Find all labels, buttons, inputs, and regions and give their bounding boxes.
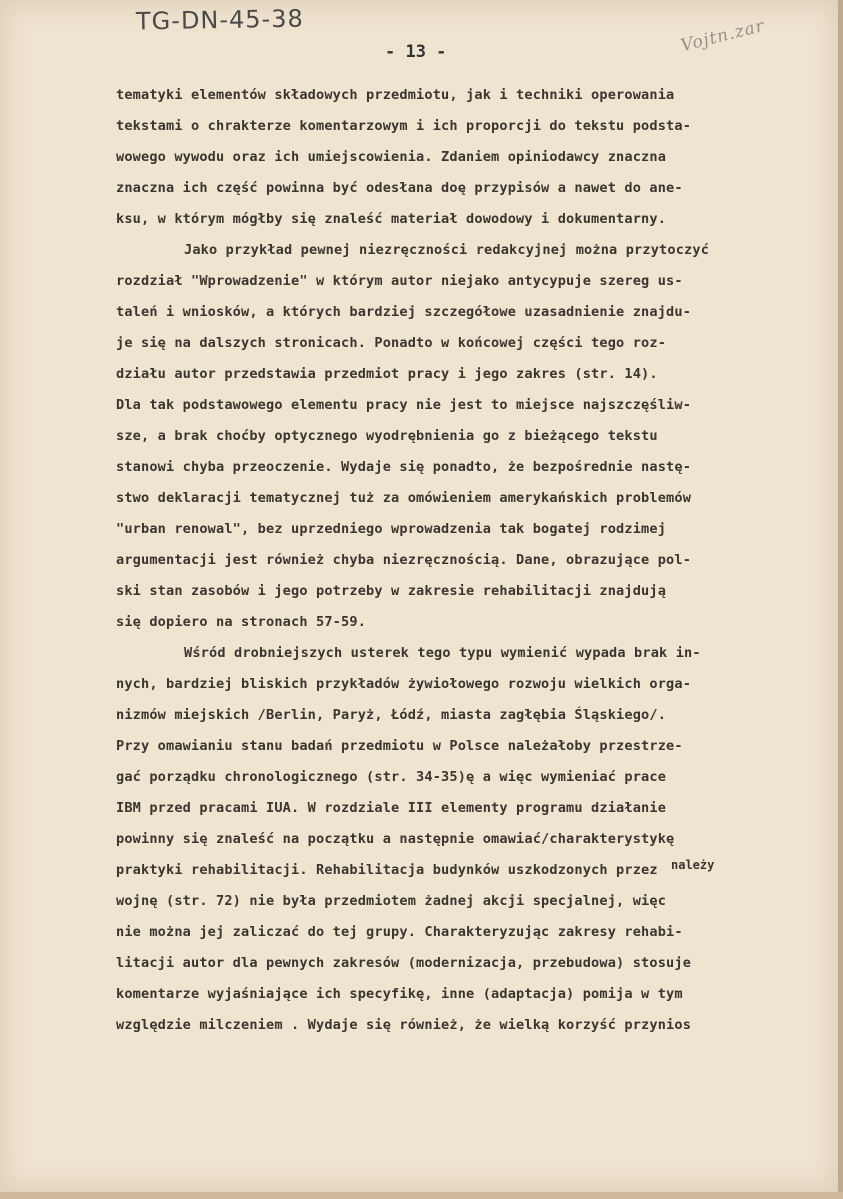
text-line: ksu, w którym mógłby się znaleść materiał dowodowy i dokumentarny. (116, 211, 667, 227)
text-line: względzie milczeniem . Wydaje się również, że wielką korzyść przynios (116, 1017, 692, 1033)
typed-body-text (116, 80, 836, 1041)
handwritten-signature: Vojtn.zar (678, 15, 767, 57)
text-line: Wśród drobniejszych usterek tego typu wymienić wypada brak in- (184, 645, 701, 661)
text-line: powinny się znaleść na początku a następnie omawiać/charakterystykę (116, 831, 675, 847)
reference-code: TG-DN-45-38 (135, 4, 304, 36)
page-edge-bottom (0, 1192, 843, 1199)
text-line: nizmów miejskich /Berlin, Paryż, Łódź, miasta zagłębia Śląskiego/. (116, 707, 667, 723)
text-line: je się na dalszych stronicach. Ponadto w końcowej części tego roz- (116, 335, 667, 351)
text-line: ski stan zasobów i jego potrzeby w zakresie rehabilitacji znajdują (116, 583, 667, 599)
text-line: się dopiero na stronach 57-59. (116, 614, 367, 630)
text-line: wowego wywodu oraz ich umiejscowienia. Zdaniem opiniodawcy znaczna (116, 149, 667, 165)
text-line: znaczna ich część powinna być odesłana doę przypisów a nawet do ane- (116, 180, 683, 196)
page-edge-right (838, 0, 843, 1199)
text-line: nie można jej zaliczać do tej grupy. Charakteryzując zakresy rehabi- (116, 924, 683, 940)
text-line: tekstami o chrakterze komentarzowym i ich proporcji do tekstu podsta- (116, 118, 692, 134)
text-line: Jako przykład pewnej niezręczności redakcyjnej można przytoczyć (184, 242, 710, 258)
text-line: stwo deklaracji tematycznej tuż za omówieniem amerykańskich problemów (116, 490, 692, 506)
text-line: Dla tak podstawowego elementu pracy nie jest to miejsce najszczęśliw- (116, 397, 692, 413)
text-line: "urban renowal", bez uprzedniego wprowadzenia tak bogatej rodzimej (116, 521, 667, 537)
text-line: IBM przed pracami IUA. W rozdziale III elementy programu działanie (116, 800, 667, 816)
text-line: argumentacji jest również chyba niezręcznością. Dane, obrazujące pol- (116, 552, 692, 568)
text-line: litacji autor dla pewnych zakresów (modernizacja, przebudowa) stosuje (116, 955, 692, 971)
text-line: komentarze wyjaśniające ich specyfikę, inne (adaptacja) pomija w tym (116, 986, 683, 1002)
text-line: sze, a brak choćby optycznego wyodrębnienia go z bieżącego tekstu (116, 428, 658, 444)
page-number: - 13 - (385, 42, 447, 62)
text-line: tematyki elementów składowych przedmiotu, jak i techniki operowania (116, 87, 675, 103)
text-line: Przy omawianiu stanu badań przedmiotu w Polsce należałoby przestrze- (116, 738, 683, 754)
text-line: gać porządku chronologicznego (str. 34-35)ę a więc wymieniać prace (116, 769, 667, 785)
text-line: stanowi chyba przeoczenie. Wydaje się ponadto, że bezpośrednie nastę- (116, 459, 692, 475)
text-line: wojnę (str. 72) nie była przedmiotem żadnej akcji specjalnej, więc (116, 893, 667, 909)
text-line: taleń i wniosków, a których bardziej szczegółowe uzasadnienie znajdu- (116, 304, 692, 320)
text-line: nych, bardziej bliskich przykładów żywiołowego rozwoju wielkich orga- (116, 676, 692, 692)
text-line: działu autor przedstawia przedmiot pracy i jego zakres (str. 14). (116, 366, 658, 382)
text-line: rozdział "Wprowadzenie" w którym autor niejako antycypuje szereg us- (116, 273, 683, 289)
interlinear-note: należy (671, 858, 715, 872)
text-line: praktyki rehabilitacji. Rehabilitacja budynków uszkodzonych przez (116, 862, 658, 878)
